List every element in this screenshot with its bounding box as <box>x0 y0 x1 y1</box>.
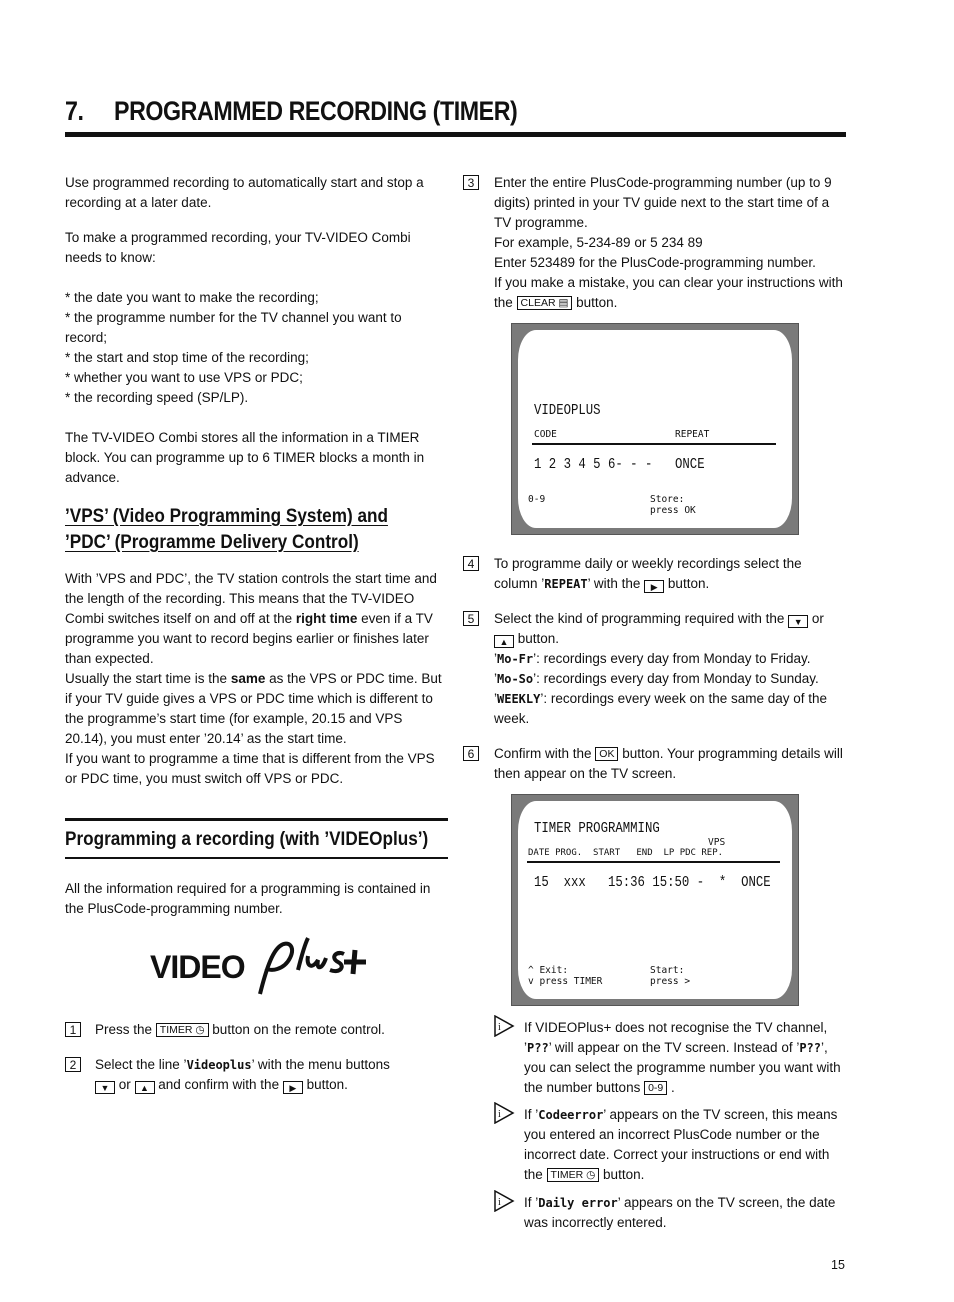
clock-icon: ◷ <box>586 1169 596 1181</box>
screen-hint: press OK <box>650 505 696 516</box>
svg-text:i: i <box>498 1022 501 1033</box>
timer-key: TIMER ◷ <box>156 1023 209 1037</box>
videoplus-heading: Programming a recording (with ’VIDEOplus’) <box>65 828 429 850</box>
bullet-item: * the start and stop time of the recording; <box>65 350 309 365</box>
step-number: 4 <box>463 556 479 571</box>
chapter-title: PROGRAMMED RECORDING (TIMER) <box>114 96 518 126</box>
step-number: 5 <box>463 611 479 626</box>
screen-vps-label: VPS <box>708 837 726 848</box>
screen-hint: v press TIMER <box>528 976 603 987</box>
step-4-text: To programme daily or weekly recordings select the column ’REPEAT’ with the ▶ button. <box>494 556 802 592</box>
intro-paragraph: To make a programmed recording, your TV-VIDEO Combi needs to know: <box>65 230 411 265</box>
intro-paragraph: The TV-VIDEO Combi stores all the information in a TIMER block. You can programme up to 6 TIMER blocks a month in advance. <box>65 430 425 485</box>
page-title <box>65 96 517 127</box>
screen-hint: press > <box>650 976 691 987</box>
info-icon <box>493 1102 515 1124</box>
vps-paragraph: Usually the start time is the same as the VPS or PDC time. But if your TV guide gives a VPS or PDC time which is different to the programme’s start time (for example, 20.15 and VPS 20.14), you must enter ’20.14’ as the start time. <box>65 671 442 746</box>
vps-heading-line: ’PDC’ (Programme Delivery Control) <box>65 531 359 553</box>
intro-text <box>65 173 445 488</box>
info-note-3: If ’Daily error’ appears on the TV screen, the date was incorrectly entered. <box>524 1195 836 1230</box>
title-rule <box>65 132 846 137</box>
vps-paragraph: With ’VPS and PDC’, the TV station controls the start time and the length of the recording. This means that the TV-VIDEO Combi switches itself on and off at the right time even if a TV programme you want to record begins earlier or finishes later than expected. <box>65 571 437 666</box>
section-rule <box>65 818 448 821</box>
section-rule <box>65 857 448 859</box>
screen-header: DATE PROG. START END LP PDC REP. <box>528 848 724 858</box>
down-arrow-icon: ▼ <box>95 1081 115 1094</box>
clear-icon: ▤ <box>558 297 569 309</box>
bullet-item: * the programme number for the TV channel you want to record; <box>65 310 402 345</box>
step-5-text: Select the kind of programming required with the ▼ or ▲ button. ’Mo-Fr’: recordings every day from Monday to Friday. ’Mo-So’: recordings every day from Monday to Sunday. ’WEEKLY’: recordings every week on the same day of the week. <box>494 611 828 726</box>
screen-divider <box>527 861 780 863</box>
step-number: 3 <box>463 175 479 190</box>
step-2-text: Select the line ’Videoplus’ with the menu buttons ▼ or ▲ and confirm with the ▶ button. <box>95 1057 390 1093</box>
chapter-number: 7. <box>65 96 84 126</box>
svg-text:i: i <box>498 1197 501 1208</box>
timer-key: TIMER ◷ <box>547 1168 600 1182</box>
screen-hint: ^ Exit: <box>528 965 569 976</box>
bullet-item: * the recording speed (SP/LP). <box>65 390 249 405</box>
tv-screen-videoplus <box>511 323 799 535</box>
screen-code-value: 1 2 3 4 5 6- - - <box>534 457 653 473</box>
screen-repeat-value: ONCE <box>675 457 705 473</box>
step-6-text: Confirm with the OK button. Your programming details will then appear on the TV screen. <box>494 746 843 781</box>
clock-icon: ◷ <box>195 1024 205 1036</box>
step-3-text: Enter the entire PlusCode-programming number (up to 9 digits) printed in your TV guide next to the start time of a TV programme. For example, 5-234-89 or 5 234 89 Enter 523489 for the PlusCode-programming number. If you make a mistake, you can clear your instructions with the CLEAR ▤ button. <box>494 175 843 310</box>
info-icon <box>493 1190 515 1212</box>
right-arrow-icon: ▶ <box>283 1081 303 1094</box>
vps-text <box>65 569 445 789</box>
screen-col-code: CODE <box>534 429 557 440</box>
screen-hint: Store: <box>650 494 685 505</box>
videoplus-logo <box>148 930 370 1004</box>
svg-text:i: i <box>498 1109 501 1120</box>
svg-text:VIDEO: VIDEO <box>150 949 245 985</box>
right-arrow-icon: ▶ <box>644 580 664 593</box>
up-arrow-icon: ▲ <box>135 1081 155 1094</box>
bullet-item: * whether you want to use VPS or PDC; <box>65 370 303 385</box>
up-arrow-icon: ▲ <box>494 635 514 648</box>
info-note-1: If VIDEOPlus+ does not recognise the TV channel, ’P??’ will appear on the TV screen. Instead of ’P??’, you can select the programme number you want with the number buttons 0-9 . <box>524 1020 841 1095</box>
vps-heading-line: ’VPS’ (Video Programming System) and <box>65 505 388 527</box>
ok-key: OK <box>595 747 618 761</box>
step-number: 2 <box>65 1057 81 1072</box>
vps-heading <box>65 503 452 555</box>
screen-divider <box>532 443 776 445</box>
page-number: 15 <box>831 1258 845 1272</box>
screen-title: TIMER PROGRAMMING <box>534 821 660 837</box>
svg-text:®: ® <box>336 952 341 958</box>
screen-timer-row: 15 xxx 15:36 15:50 - * ONCE <box>534 875 771 891</box>
clear-key: CLEAR ▤ <box>517 296 573 310</box>
step-number: 1 <box>65 1022 81 1037</box>
videoplus-text: All the information required for a programming is contained in the PlusCode-programming number. <box>65 881 431 916</box>
tv-screen-timer <box>511 794 799 1006</box>
screen-hint: 0-9 <box>528 494 546 505</box>
intro-paragraph: Use programmed recording to automatically start and stop a recording at a later date. <box>65 175 424 210</box>
down-arrow-icon: ▼ <box>788 615 808 628</box>
bullet-item: * the date you want to make the recording; <box>65 290 319 305</box>
step-number: 6 <box>463 746 479 761</box>
screen-col-repeat: REPEAT <box>675 429 710 440</box>
info-icon <box>493 1015 515 1037</box>
info-note-2: If ’Codeerror’ appears on the TV screen, this means you entered an incorrect PlusCode number or the incorrect date. Correct your instructions or end with the TIMER ◷ button. <box>524 1107 838 1182</box>
number-keys: 0-9 <box>644 1081 667 1095</box>
screen-title: VIDEOPLUS <box>534 403 601 419</box>
screen-hint: Start: <box>650 965 685 976</box>
vps-paragraph: If you want to programme a time that is different from the VPS or PDC time, you must switch off VPS or PDC. <box>65 751 435 786</box>
step-1-text: Press the TIMER ◷ button on the remote control. <box>95 1022 385 1037</box>
